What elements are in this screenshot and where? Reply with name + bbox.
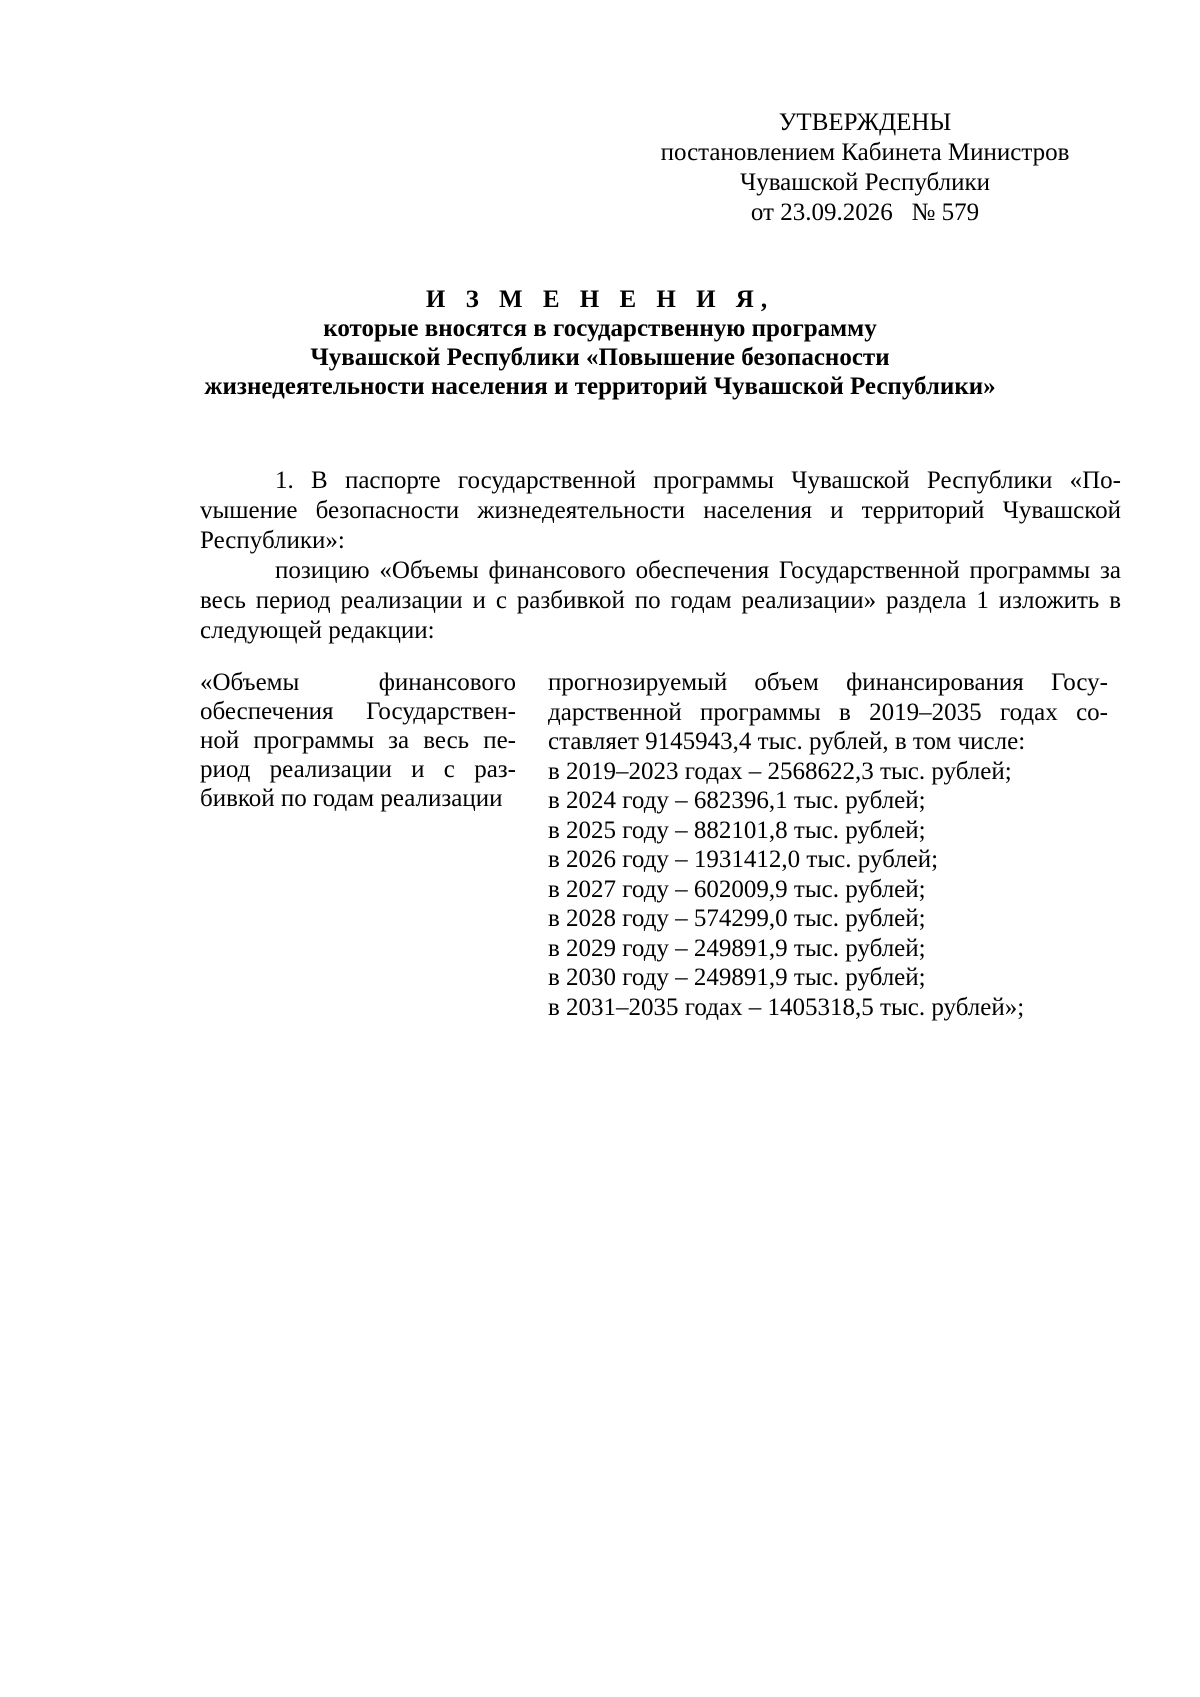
title-line-3: жизнедеятельности населения и территорий Чувашской Республики» — [204, 373, 996, 400]
approval-decree: постановлением Кабинета Министров — [660, 139, 1070, 166]
paragraph-1: 1. В паспорте государственной программы Чувашской Республики «Поvышение безопасности жизнедеятельности населения и территорий Чувашской Республики»: — [200, 467, 1121, 554]
title-line-1: которые вносятся в государственную программу — [323, 315, 877, 342]
position-name-cell: «Объемы финансового обеспечения Государственной программы за весь период реализации и с разбивкой по годам реализации — [200, 669, 516, 812]
funding-line: в 2031–2035 годах – 1405318,5 тыс. рублей»; — [548, 993, 1025, 1021]
funding-line: в 2028 году – 574299,0 тыс. рублей; — [548, 905, 926, 932]
title-heading: И З М Е Н Е Н И Я, — [425, 286, 775, 313]
funding-line: в 2030 году – 249891,9 тыс. рублей; — [548, 964, 926, 991]
funding-line: в 2019–2023 годах – 2568622,3 тыс. рублей; — [548, 757, 1012, 785]
approval-title: УТВЕРЖДЕНЫ — [778, 109, 952, 136]
funding-intro: прогнозируемый объем финансирования Государственной программы в 2019–2035 годах составляет 9145943,4 тыс. рублей, в том числе: — [548, 669, 1108, 755]
approval-stamp — [640, 108, 1090, 228]
funding-line: в 2026 году – 1931412,0 тыс. рублей; — [548, 846, 939, 873]
approval-republic: Чувашской Республики — [739, 169, 991, 196]
approval-date-number: от 23.09.2026 № 579 — [750, 199, 980, 226]
position-value-cell — [548, 668, 1108, 1022]
paragraph-2: позицию «Объемы финансового обеспечения Государственной программы за весь период реализации и с разбивкой по годам реализации» раздела 1 изложить в следующей редакции: — [200, 557, 1121, 644]
funding-line: в 2025 году – 882101,8 тыс. рублей; — [548, 816, 926, 844]
funding-line: в 2027 году – 602009,9 тыс. рублей; — [548, 875, 926, 903]
title-line-2: Чувашской Республики «Повышение безопасности — [310, 344, 890, 371]
funding-line: в 2029 году – 249891,9 тыс. рублей; — [548, 934, 926, 962]
document-title — [140, 285, 1060, 401]
funding-line: в 2024 году – 682396,1 тыс. рублей; — [548, 787, 926, 814]
